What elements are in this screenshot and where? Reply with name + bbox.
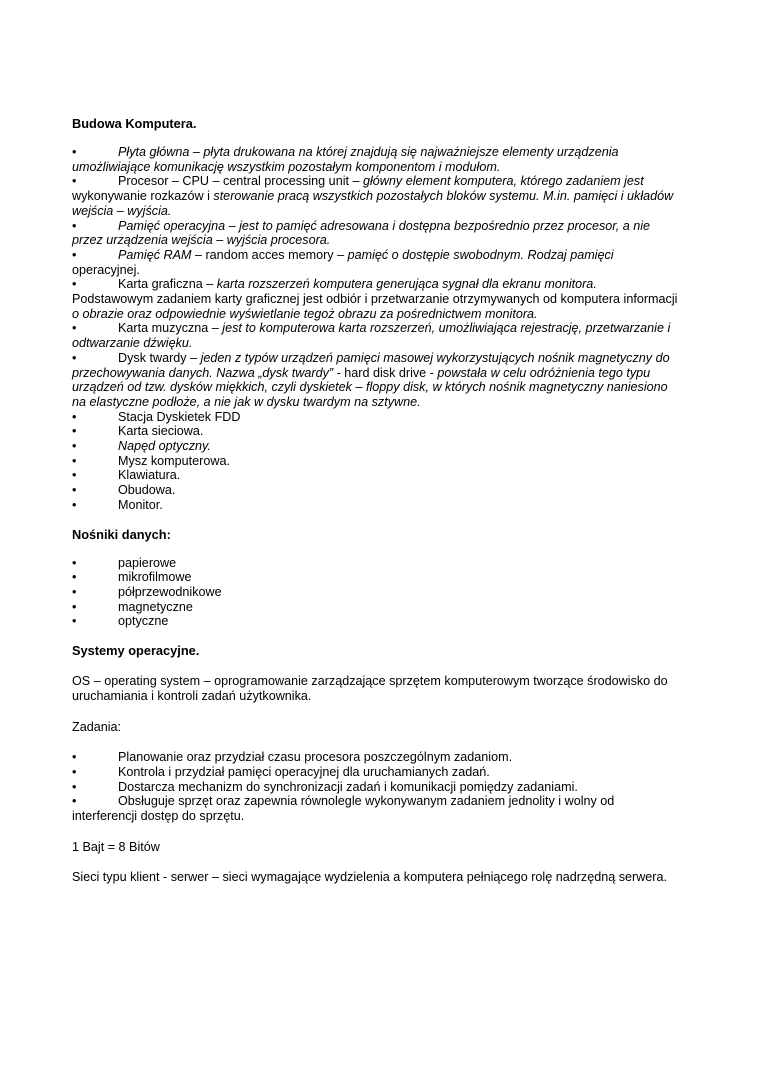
list-item-label: Kontrola i przydział pamięci operacyjnej dla uruchamianych zadań. — [118, 764, 490, 779]
text-procesor-d: sterowanie pracą wszystkich pozostałych bloków systemu. M.in. pamięci i układów — [213, 189, 674, 204]
list-item-dysk — [72, 351, 692, 366]
bullet: • — [72, 764, 77, 779]
bullet: • — [72, 750, 77, 765]
bullet: • — [72, 174, 77, 189]
list-item-obudowa — [72, 483, 692, 498]
sieci-definition: – sieci wymagające wydzielenia a komputera pełniącego rolę nadrzędną serwera. — [208, 870, 668, 885]
bullet: • — [72, 599, 77, 614]
list-item-karta-sieciowa — [72, 424, 692, 439]
list-item — [72, 614, 692, 629]
bullet: • — [72, 794, 77, 809]
bullet: • — [72, 483, 77, 498]
list-item-label: Napęd optyczny. — [118, 439, 211, 454]
list-item-label: mikrofilmowe — [118, 570, 192, 585]
text-dysk-cont — [72, 366, 692, 381]
list-item-mysz — [72, 454, 692, 469]
text-dysk-b: jeden z typów urządzeń pamięci masowej wykorzystujących nośnik magnetyczny do — [200, 350, 670, 365]
text-procesor-a: Procesor – CPU – central processing unit – — [118, 174, 363, 189]
text-sprzet-b: interferencji dostęp do sprzętu. — [72, 809, 245, 824]
sieci-term: Sieci typu klient - serwer — [72, 870, 209, 885]
bullet: • — [72, 145, 77, 159]
text-muzyczna-b: jest to komputerowa karta rozszerzeń, umożliwiająca rejestrację, przetwarzanie i — [222, 321, 671, 336]
section-title-nosniki: Nośniki danych: — [72, 526, 171, 542]
list-item-muzyczna — [72, 321, 692, 336]
os-definition-line1: OS – operating system – oprogramowanie zarządzające sprzętem komputerowym tworzące środowisko do — [72, 674, 668, 689]
section-title-budowa: Budowa Komputera. — [72, 116, 197, 131]
list-item-label: Monitor. — [118, 497, 163, 512]
bullet: • — [72, 453, 77, 468]
list-item-label: optyczne — [118, 614, 169, 629]
bullet: • — [72, 497, 77, 512]
text-muzyczna-a: Karta muzyczna – — [118, 321, 223, 336]
list-item-plyta — [72, 145, 692, 160]
list-item-zadanie — [72, 765, 692, 780]
list-item-label: półprzewodnikowe — [118, 584, 222, 599]
list-item — [72, 556, 692, 571]
bullet: • — [72, 424, 77, 439]
list-item-label: Klawiatura. — [118, 468, 181, 483]
bullet: • — [72, 555, 77, 570]
list-item — [72, 570, 692, 585]
text-ram-b: – random acces memory – — [191, 247, 348, 262]
list-item-label: Obudowa. — [118, 483, 176, 498]
list-item-operacyjna — [72, 219, 692, 234]
text-graficzna-a: Karta graficzna – — [118, 277, 217, 292]
bullet: • — [72, 350, 77, 365]
bullet: • — [72, 584, 77, 599]
text-procesor-e: wejścia – wyjścia. — [72, 203, 172, 218]
os-definition-line2: uruchamiania i kontroli zadań użytkownika. — [72, 688, 312, 703]
text-graficzna-b: karta rozszerzeń komputera generująca sygnał dla ekranu monitora. — [216, 277, 597, 292]
text-graficzna-c: Podstawowym zadaniem karty graficznej jest odbiór i przetwarzanie otrzymywanych od komputera informacji — [72, 292, 678, 307]
text-ram-c: pamięć o dostępie swobodnym. Rodzaj pamięci — [347, 247, 614, 262]
list-item — [72, 585, 692, 600]
text-operacyjna-a: Pamięć operacyjna – jest to pamięć adresowana i dostępna bezpośrednio przez procesor, a nie — [118, 218, 651, 233]
bullet: • — [72, 570, 77, 585]
list-item-monitor — [72, 498, 692, 513]
text-dysk-d: - hard disk drive - — [333, 365, 438, 380]
list-item-klawiatura — [72, 468, 692, 483]
list-item-zadanie — [72, 750, 692, 765]
list-item — [72, 600, 692, 615]
list-item-zadanie — [72, 794, 692, 809]
list-item-label: Planowanie oraz przydział czasu procesora poszczególnym zadaniom. — [118, 750, 513, 765]
text-plyta-b: umożliwiające komunikację wszystkim pozostałym komponentom i modułom. — [72, 159, 501, 174]
bullet: • — [72, 321, 77, 336]
sieci-line — [72, 870, 692, 885]
bajt-line: 1 Bajt = 8 Bitów — [72, 839, 160, 854]
list-item-fdd — [72, 410, 692, 425]
bullet: • — [72, 614, 77, 629]
bullet: • — [72, 468, 77, 483]
list-item-label: Obsługuje sprzęt oraz zapewnia równolegle wykonywanym zadaniem jednolity i wolny od — [118, 794, 615, 809]
list-item-label: magnetyczne — [118, 599, 193, 614]
text-dysk-g: na elastyczne podłoże, a nie jak w dysku twardym na sztywne. — [72, 394, 421, 409]
list-item-ram — [72, 248, 692, 263]
bullet: • — [72, 277, 77, 292]
bullet: • — [72, 218, 77, 233]
text-dysk-f: urządzeń od tzw. dysków miękkich, czyli dyskietek – floppy disk, w których nośnik magnetyczny naniesiono — [72, 380, 668, 395]
list-item-label: Stacja Dyskietek FDD — [118, 409, 241, 424]
text-procesor-c: wykonywanie rozkazów i — [72, 189, 214, 204]
list-item-naped — [72, 439, 692, 454]
text-dysk-a: Dysk twardy – — [118, 350, 201, 365]
list-item-procesor — [72, 174, 692, 189]
bullet: • — [72, 409, 77, 424]
list-item-zadanie — [72, 780, 692, 795]
document-content — [72, 116, 692, 885]
section-title-systemy: Systemy operacyjne. — [72, 643, 200, 659]
text-operacyjna-b: przez urządzenia wejścia – wyjścia procesora. — [72, 233, 331, 248]
text-graficzna-d: o obrazie oraz odpowiednie wyświetlanie tegoż obrazu za pośrednictwem monitora. — [72, 306, 538, 321]
text-ram-a: Pamięć RAM — [118, 247, 192, 262]
text-muzyczna-c: odtwarzanie dźwięku. — [72, 336, 193, 351]
text-dysk-e: powstała w celu odróżnienia tego typu — [437, 365, 651, 380]
text-procesor-b: główny element komputera, którego zadaniem jest — [363, 174, 644, 189]
list-item-graficzna — [72, 277, 692, 292]
bullet: • — [72, 439, 77, 454]
zadania-label: Zadania: — [72, 719, 122, 734]
text-procesor-cont — [72, 189, 692, 204]
list-item-label: Mysz komputerowa. — [118, 453, 230, 468]
list-item-label: Karta sieciowa. — [118, 424, 204, 439]
bullet: • — [72, 247, 77, 262]
text-dysk-c: przechowywania danych. Nazwa „dysk twardy” — [72, 365, 334, 380]
bullet: • — [72, 779, 77, 794]
list-item-label: papierowe — [118, 555, 177, 570]
text-ram-d: operacyjnej. — [72, 262, 140, 277]
list-item-label: Dostarcza mechanizm do synchronizacji zadań i komunikacji pomiędzy zadaniami. — [118, 779, 578, 794]
text-plyta-a: Płyta główna – płyta drukowana na której znajdują się najważniejsze elementy urządzenia — [118, 145, 619, 159]
